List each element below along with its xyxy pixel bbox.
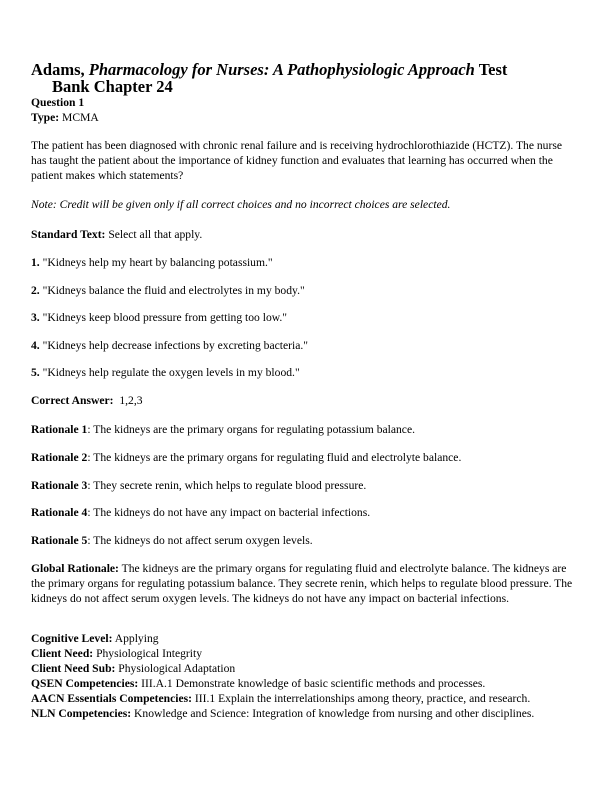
standard-value: Select all that apply. [108, 228, 203, 241]
type-value: MCMA [62, 111, 99, 124]
question-stem: The patient has been diagnosed with chronic renal failure and is receiving hydrochlorothiazide (HCTZ). The nurse has taught the patient about the importance of kidney function and evaluates that learning has occurred when the patient makes which statements? [31, 139, 562, 182]
rationale-3: Rationale 3: They secrete renin, which helps to regulate blood pressure. [31, 479, 367, 492]
rationale-1: Rationale 1: The kidneys are the primary organs for regulating potassium balance. [31, 423, 416, 436]
option-2: 2. "Kidneys balance the fluid and electrolytes in my body." [31, 284, 305, 297]
title-line2: Bank Chapter 24 [52, 77, 173, 96]
option-3: 3. "Kidneys keep blood pressure from getting too low." [31, 311, 288, 324]
rationale-2: Rationale 2: The kidneys are the primary organs for regulating fluid and electrolyte balance. [31, 451, 462, 464]
option-5: 5. "Kidneys help regulate the oxygen levels in my blood." [31, 366, 300, 379]
global-rationale: Global Rationale: The kidneys are the primary organs for regulating fluid and electrolyte balance. The kidneys are the primary organs for regulating potassium balance. They secrete renin, which helps to regulate blood pressure. The kidneys do not affect serum oxygen levels. The kidneys do not have any impact on bacterial infections. [31, 562, 573, 605]
title-author: Adams, [31, 60, 85, 79]
option-4: 4. "Kidneys help decrease infections by excreting bacteria." [31, 339, 308, 352]
credit-note: Note: Credit will be given only if all correct choices and no incorrect choices are selected. [31, 198, 451, 211]
rationale-4: Rationale 4: The kidneys do not have any impact on bacterial infections. [31, 506, 371, 519]
correct-answer: Correct Answer: 1,2,3 [31, 394, 143, 407]
meta-aacn: AACN Essentials Competencies: III.1 Explain the interrelationships among theory, practice, and research. [31, 692, 531, 705]
meta-cognitive-level: Cognitive Level: Applying [31, 632, 159, 645]
meta-client-need: Client Need: Physiological Integrity [31, 647, 203, 660]
type-label: Type: [31, 111, 60, 124]
title-book: Pharmacology for Nurses: A Pathophysiologic Approach [88, 60, 475, 79]
meta-nln: NLN Competencies: Knowledge and Science: Integration of knowledge from nursing and other disciplines. [31, 707, 535, 720]
meta-qsen: QSEN Competencies: III.A.1 Demonstrate knowledge of basic scientific methods and processes. [31, 677, 486, 690]
option-1: 1. "Kidneys help my heart by balancing potassium." [31, 256, 273, 269]
meta-client-need-sub: Client Need Sub: Physiological Adaptation [31, 662, 236, 675]
title-suffix: Test [478, 60, 508, 79]
question-number: Question 1 [31, 96, 85, 109]
rationale-5: Rationale 5: The kidneys do not affect serum oxygen levels. [31, 534, 313, 547]
standard-label: Standard Text: [31, 228, 106, 241]
